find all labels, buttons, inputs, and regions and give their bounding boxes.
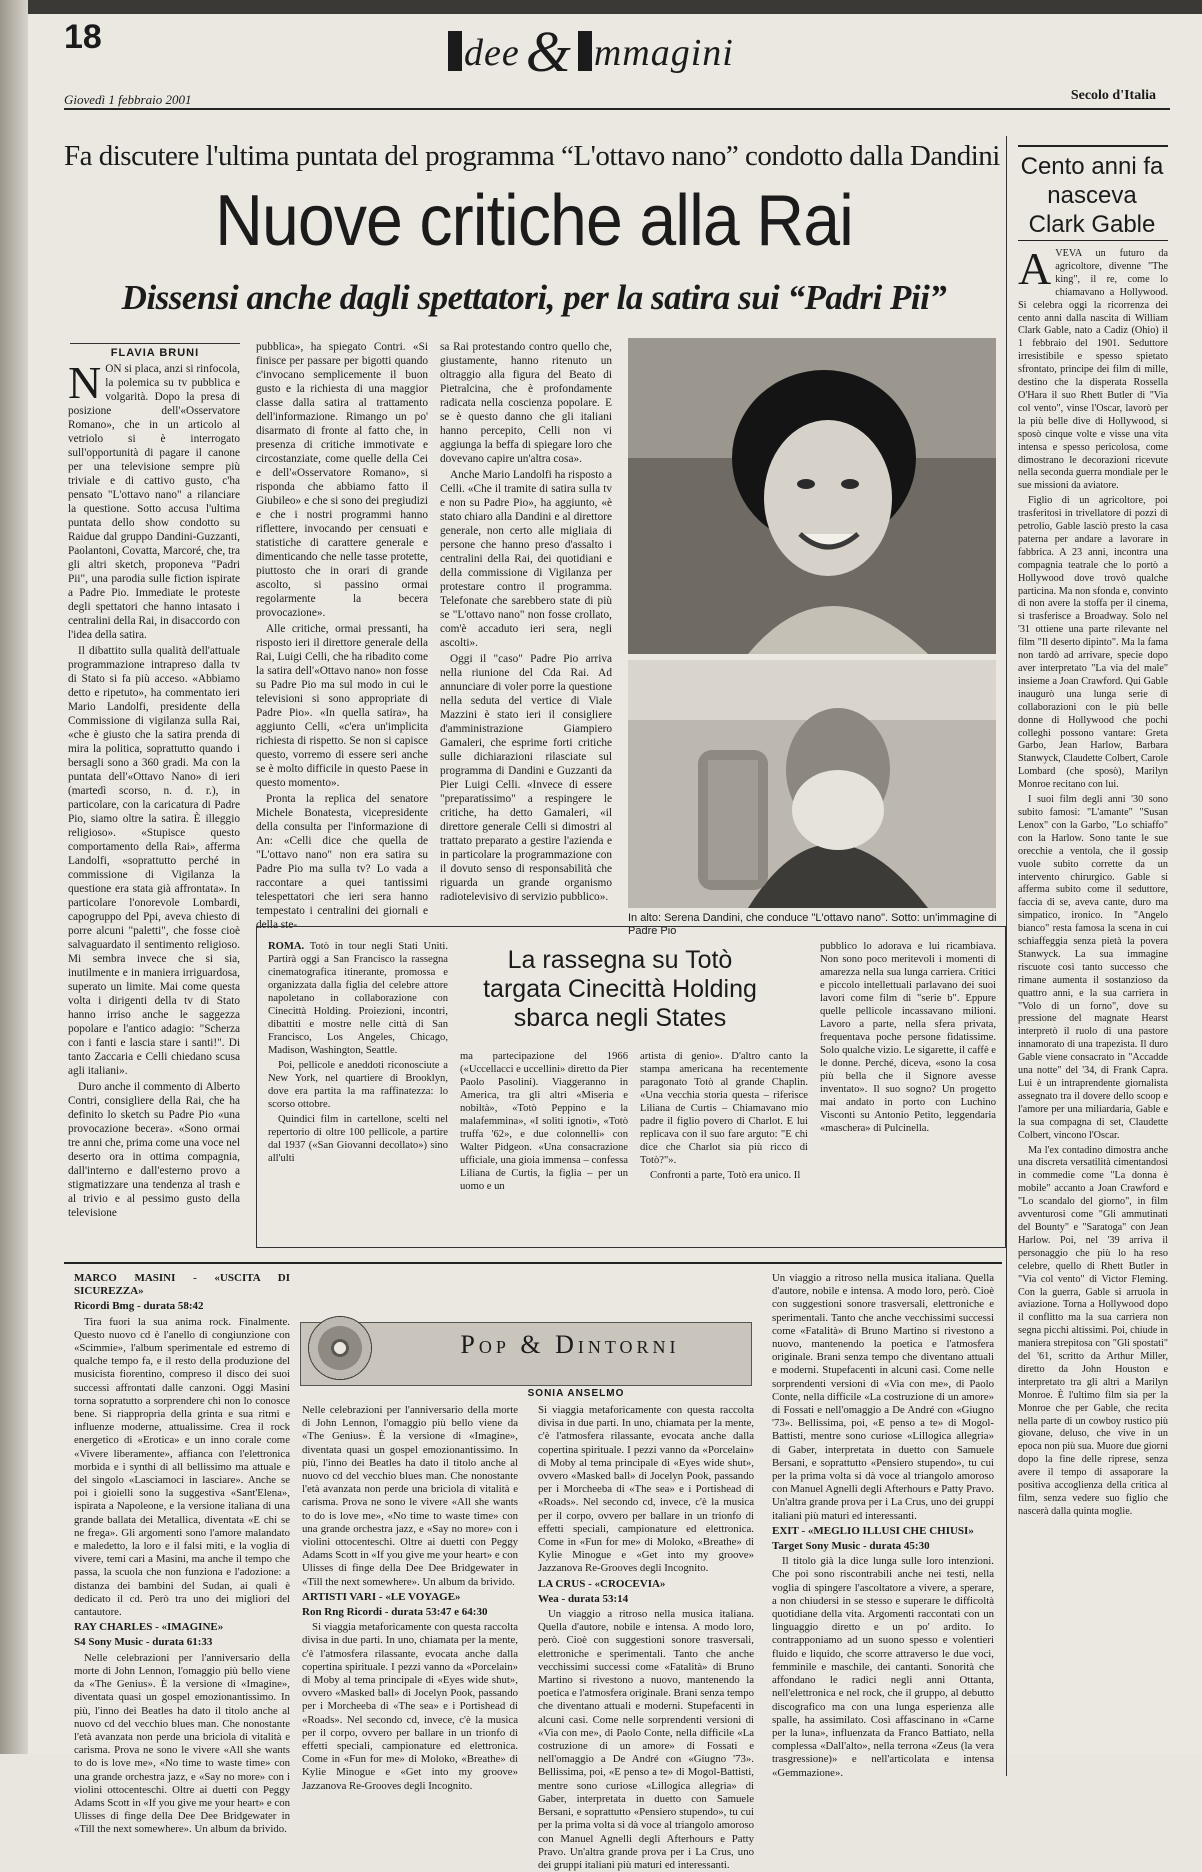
review-text: Il titolo già la dice lunga sulle loro intenzioni. Che poi sono riscontrabili anche nei testi, nella voglia di spingere l'ascoltatore a vivere, a sperare, a non chiudersi in se stesso e superare le difficoltà quotidiane della vita. Argomenti raccontati con un linguaggio diretto e un po' ardito. Io contrapponiamo ad un suono spesso e volentieri fluido e liquido, che scorre attraverso le due voci, femminile e maschile, dei cantanti. Sonorità che affondano le radici negli anni Ottanta, nell'elettronica e nel rock, che il gruppo, al debutto discografico ma con una lunga esperienza alle spalle, ha assimilato. Così affascinano in «Carne per la luna», influenzata da Franco Battiato, nella complessa «Dall'alto», nella terrona «Zeus (la vera trasgressione)» e nell'articolata e intensa «Gemmazione». <box>772 1555 994 1779</box>
rubric-left: dee <box>464 32 520 74</box>
review-text: Tira fuori la sua anima rock. Finalmente. Questo nuovo cd è l'anello di congiunzione con «Scimmie», l'album sperimentale ed estremo di qualche tempo fa, e il resto della produzione del musicista fiorentino, compreso il disco dei suoi successi affrontati dalle canzoni. Oggi Masini torna sopratutto a sorprendere chi non lo conosce bene. Si riappropria della grinta e sua ritmi e influenze moderne, attualissime. Crea il rock energetico di «Erotica» e un inno corale come «Vivere liberamente», affianca con l'elettronica morbida e i synthi di all bellissimo ma attuale e del singolo «Lasciamoci in lasciare». Anche se poi i gioielli sono la suggestiva «Sant'Elena», ispirata a Napoleone, e la versione italiana di una grande ballata dei Metallica, diventata «E chi se ne frega». Gli argomenti sono l'amore malandato e maledetto, la loro e il falsi miti, e la voglia di vivere, temi cari a Masini, ma anche il tempo che passa, la scuola che non funziona e l'adozione: a distanza dei bambini del Sudan, ai quali è dedicato il cd. Però tra uno dei migliori del cantautore. <box>74 1315 290 1619</box>
sidebar-top-rule <box>1018 145 1168 147</box>
review-text: Nelle celebrazioni per l'anniversario della morte di John Lennon, l'omaggio più bello viene da «The Genius». È la versione di «Imagine», diventata quasi un gospel emozionantissimo. In più, l'inno dei Beatles ha dato il titolo anche al nuovo cd del vecchio blues man. Che nonostante l'età avanzata non perde una briciola di vitalità e carisma. Prova ne sono le vivere «All she wants to do is love me», «No time to waste time» con una grande orchestra jazz, e «Say no more» con i violini ottocenteschi. Oltre ai duetti con Peggy Adams Scott in «If you give me your heart» e con Ulisses di finge della Dee Dee Bridgewater in «Till the next somewhere». Un album da brivido. <box>74 1651 290 1836</box>
section-rubric <box>448 18 734 85</box>
article-column-1 <box>68 357 240 1228</box>
article-paragraph: ON si placa, anzi si rinfocola, la polemica su tv pubblica e volgarità. Dopo la presa di posizione dell'«Osservatore Romano», che in un articolo al vetriolo si è interrogato sull'opportunità di pagare il canone per una televisione sempre più triviale e di cattivo gusto, c'ha pensato "L'ottavo nano" a rilanciare la questione. Sotto accusa l'ultima puntata dello show condotto su Raidue dal gruppo Dandini-Guzzanti, Paolantoni, Covatta, Marcoré, che, tra gli altri sketch, proponeva "Padri Pii", una parodia sulle fiction ispirate a Padre Pio. Immediate le proteste degli spettatori che hanno intasato i centralini della Rai, in disaccordo con l'idea della satira. <box>68 363 240 641</box>
photo-serena-dandini <box>628 338 996 654</box>
photo-caption: In alto: Serena Dandini, che conduce "L'ottavo nano". Sotto: un'immagine di Padre Pio <box>628 912 997 937</box>
pop-title: Pop & Dintorni <box>460 1330 680 1359</box>
rubric-bar-2 <box>578 31 592 71</box>
review-column-3 <box>538 1404 754 1871</box>
toto-column-3 <box>640 1050 808 1240</box>
article-subhead: Dissensi anche dagli spettatori, per la satira sui “Padri Pii” <box>121 278 947 317</box>
top-strip <box>28 0 1202 14</box>
article-paragraph: Anche Mario Landolfi ha risposto a Celli. «Che il tramite di satira sulla tv e non su Padre Pio», ha aggiunto, «è stato chiaro alla Dandini e al direttore generale, non certo alle migliaia di persone che hanno preso d'assalto i centralini della Rai, dei quotidiani e della commissione di Vigilanza per protestare contro il programma. Telefonate che sarebbero state di più se "L'ottavo nano" non fosse crollato, com'è accaduto ieri sera, negli ascolti». <box>440 469 612 649</box>
review-text: Un viaggio a ritroso nella musica italiana. Quella d'autore, nobile e intensa. A modo loro, però. Cioè con suggestioni sonore trasversali, elettroniche e sperimentali. Tanto che anche vecchissimi successi come «Fatalità» di Bruno Martino si rivestono a nuovo, mantenendo la poetica e l'atmosfera originale. Brani senza tempo che diventano attuali e moderni. Stupefacenti in alcuni casi. Come nelle sorprendenti versioni di «Via con me», di Paolo Conte, nella difficile «La costruzione di un amore» di Fossati e nell'omaggio a De André con «Giugno '73». Bellissima, poi, «E penso a te» di Mogol-Battisti, mentre sono curiose «Lillogica allegria» di Gaber, interpretata in duetto con Samuele Bersani, e soprattutto «Pensiero stupendo», tu cui per la prima volta si dà voce al triangolo amoroso con Manuel Agnelli degli Afterhours e Patty Pravo. Un'altra grande prova per i La Crus, uno dei gruppi italiani più maturi ed interessanti. <box>538 1608 754 1871</box>
newspaper-name: Secolo d'Italia <box>1070 88 1156 103</box>
toto-paragraph: Poi, pellicole e aneddoti riconosciute a New York, nel quartiere di Brooklyn, dove era partita la ma raffinatezza: lo scorso ottobre. <box>268 1060 448 1110</box>
article-paragraph: Oggi il "caso" Padre Pio arriva nella riunione del Cda Rai. Ad annunciare di voler porre la questione nella seduta del vertice di Viale Mazzini è stato ieri il consigliere d'amministrazione Giampiero Gamaleri, che esprime forti critiche sulle dichiarazioni rilasciate sul programma di Dandini e Guzzanti da Pier Luigi Celli. «Invece di essere "preparatissimo" a respingere le critiche, ha detto Gamaleri, «il direttore generale Celli si dimostri al trattato preparato a gestire l'azienda e in particolare la programmazione con il dovuto senso di responsabilità che riguarda un grande organismo radiotelevisivo di servizio pubblico». <box>440 653 612 903</box>
review-text: Un viaggio a ritroso nella musica italiana. Quella d'autore, nobile e intensa. A modo loro, però. Cioè con suggestioni sonore trasversali, elettroniche e sperimentali. Tanto che anche vecchissimi successi come «Fatalità» di Bruno Martino si rivestono a nuovo, mantenendo la poetica e l'atmosfera originale. Brani senza tempo che diventano attuali e moderni. Stupefacenti in alcuni casi. Come nelle sorprendenti versioni di «Via con me», di Paolo Conte, nella difficile «La costruzione di un amore» di Fossati e nell'omaggio a De André con «Giugno '73». Bellissima, poi, «E penso a te» di Mogol-Battisti, mentre sono curiose «Lillogica allegria» di Gaber, interpretata in duetto con Samuele Bersani, e soprattutto «Pensiero stupendo», tu cui per la prima volta si dà voce al triangolo amoroso con Manuel Agnelli degli Afterhours e Patty Pravo. Un'altra grande prova per i La Crus, uno dei gruppi italiani più maturi ed interessanti. <box>772 1272 994 1522</box>
article-paragraph: Alle critiche, ormai pressanti, ha risposto ieri il direttore generale della Rai, Luigi Celli, che ha ribadito come la satira dell'«Ottavo nano» non fosse su Padre Pio ma sul modo in cui le televisioni si sono appropriate di Padre Pio». «In quella satira», ha aggiunto Celli, «c'era un'implicita richiesta di rispetto. Se non si capisce questo, vorremo di essere seri anche se è molto difficile in questo Paese in questo momento». <box>256 623 428 789</box>
padre-pio-illustration <box>628 660 996 908</box>
review-column-2 <box>302 1404 518 1792</box>
rubric-ampersand: & <box>525 19 572 84</box>
header-rule <box>64 108 1170 110</box>
issue-date: Giovedì 1 febbraio 2001 <box>64 92 192 107</box>
article-paragraph: sa Rai protestando contro quello che, giustamente, hanno ritenuto un oltraggio alla figura del Beato di Pietralcina, che è profondamente radicata nella coscienza popolare. E se è questo danno che gli italiani hanno percepito, Celli non vi aggiunga la beffa di spiegare loro che dovevano capire un'altra cosa». <box>440 341 612 465</box>
review-label: S4 Sony Music - durata 61:33 <box>74 1636 213 1649</box>
sidebar-dropcap: A <box>1018 243 1052 294</box>
toto-column-1 <box>268 940 448 1240</box>
review-title: RAY CHARLES - «IMAGINE» <box>74 1621 224 1634</box>
review-title: EXIT - «MEGLIO ILLUSI CHE CHIUSI» <box>772 1524 974 1537</box>
toto-headline: La rassegna su Totò targata Cinecittà Holding sbarca negli States <box>483 946 757 1032</box>
toto-dateline: ROMA. <box>268 941 305 952</box>
review-label: Wea - durata 53:14 <box>538 1592 629 1605</box>
sidebar-head-rule <box>1018 240 1168 241</box>
photo-padre-pio <box>628 660 996 908</box>
review-label: Ron Rng Ricordi - durata 53:47 e 64:30 <box>302 1606 488 1619</box>
toto-paragraph: Confronti a parte, Totò era unico. Il <box>650 1170 801 1181</box>
toto-column-4 <box>820 940 996 1240</box>
review-title: LA CRUS - «CROCEVIA» <box>538 1577 666 1590</box>
sidebar-paragraph: Figlio di un agricoltore, poi trasferitosi in trivellatore di pozzi di petrolio, Gable lasciò presto la casa paterna per andare a lavorare in fabbrica. A 23 anni, incontra una compagnia teatrale che lo portò a Hollywood dove trovò qualche particina. Ma non sfonda e, convinto di non avere la stoffa per il cinema, si trasferisce a Broadway. Solo nel '31 ottiene una parte rilevante nel film "Il deserto dipinto". Ma la fama non tardò ad arrivare, specie dopo aver interpretato "La via del male" insieme a Joan Crawford. Qui Gable inaugurò una lunga serie di collaborazioni con le più belle donne di Hollywood che pochi colleghi possono vantare: Greta Garbo, Jean Harlow, Barbara Stanwyck, Claudette Colbert, Carole Lombard (che sposò), Marilyn Monroe recitano con lui. <box>1018 495 1168 791</box>
article-column-2 <box>256 340 428 931</box>
cd-disc-icon <box>308 1316 372 1380</box>
article-column-3 <box>440 340 612 920</box>
review-text: Nelle celebrazioni per l'anniversario della morte di John Lennon, l'omaggio più bello viene da «The Genius». È la versione di «Imagine», diventata quasi un gospel emozionantissimo. In più, l'inno dei Beatles ha dato il titolo anche al nuovo cd del vecchio blues man. Che nonostante l'età avanzata non perde una briciola di vitalità e carisma. Prova ne sono le vivere «All she wants to do is love me», «No time to waste time» con una grande orchestra jazz, e «Say no more» con i violini ottocenteschi. Oltre ai duetti con Peggy Adams Scott in «If you give me your heart» e con Ulisses di finge della Dee Dee Bridgewater in «Till the next somewhere». Un album da brivido. <box>302 1404 518 1588</box>
toto-paragraph: pubblico lo adorava e lui ricambiava. Non sono poco meritevoli i momenti di amarezza nella sua lunga carriera. Critici e piccolo intellettuali parlavano dei suoi lavori come film di "serie b". Eppure quelle pellicole incassavano milioni. Lavoro a parte, nella sfera privata, frequentava poche persone fidatissime. Solo qualche vizio. Le sigarette, il caffè e le donne. Perché, diceva, «sono la cosa più bella che il Signore avesse inventato». Il suo sogno? Un progetto mai andato in porto con Luchino Visconti su Antonio Petito, leggendaria «maschera» di Pulcinella. <box>820 941 997 1134</box>
article-paragraph: Duro anche il commento di Alberto Contri, consigliere della Rai, che ha definito lo sketch su Padre Pio «una provocazione becera». «Sono ormai tre anni che, prima come una voce nel deserto ora in ottima compagnia, dall'interno e dall'esterno provo a stigmatizzare una tendenza al trash e al trivio e al pessimo gusto della televisione <box>68 1081 240 1219</box>
portrait-illustration <box>628 338 996 654</box>
toto-paragraph <box>268 940 448 1057</box>
article-paragraph: Il dibattito sulla qualità dell'attuale programmazione intrapreso dalla tv di Stato si fa più acceso. «Abbiamo detto e ripetuto», ha commentato ieri Mario Landolfi, presidente della Commissione di vigilanza sulla Rai, «che è giusto che la satira prenda di mira la politica, soprattutto quando i bersagli sono a 360 gradi. Ma con la puntata dell'«Ottavo Nano» di ieri (martedì scorso, n. d. r.), in particolare, con la caricatura di Padre Pio, siamo oltre la satira. È illeggio religioso». «Stupisce questo comportamento della Rai», afferma Landolfi, «soprattutto perché in commissione di Vigilanza la questione era stata già affrontata». In particolare l'onorevole Lombardi, capogruppo del Ppi, aveva chiesto di porre alcuni "paletti", che fosse cioè salvaguardato il sentimento religioso. Mi sembra invece che si sia, inutilmente e in maniera irriguardosa, superato un limite. Mai come questa volta i dirigenti della tv di Stato hanno irriso anche le saggezza popolare e l'antico adagio: "Scherza con i fanti e lascia stare i santi!". Di tanto Zaccaria e Celli chiedano scusa agli italiani». <box>68 645 240 1077</box>
rubric-bar-1 <box>448 31 462 71</box>
sidebar-body <box>1018 243 1168 1738</box>
article-paragraph: pubblica», ha spiegato Contri. «Si finisce per passare per bigotti quando c'invocano semplicemente il buon gusto e la richiesta di una maggior classe dalla satira al trattamento dell'informazione. Rimango un po' disarmato di fronte al fatto che, in presenza di critiche immotivate e circostanziate, come quelle della Cei e dell'«Osservatore Romano», si risponda che abbiamo fatto il Giubileo» e che si sono dei pregiudizi e che i nostri programmi hanno riflettere, invocando per censuati e statistiche di carattere generale e dimenticando che nelle tasse protette, piuttosto che in orari di grande ascolto, si passino ormai regolarmente la becera provocazione». <box>256 341 428 619</box>
review-label: Target Sony Music - durata 45:30 <box>772 1540 930 1553</box>
review-column-4 <box>772 1272 994 1779</box>
toto-column-2 <box>460 1050 628 1240</box>
toto-paragraph: ma partecipazione del 1966 («Uccellacci e uccellini» diretto da Pier Paolo Pasolini). Viaggeranno in America, tra gli altri «Miseria e nobiltà», «Totò Peppino e la malafemmina», «I soliti ignoti», «Totò truffa '62», e due colonnelli» con Walter Pidgeon. «Una consacrazione ufficiale, una gioia immensa – confessa Liliana de Curtis, la figlia – per un uomo e un <box>460 1051 628 1192</box>
pop-section-rule <box>64 1262 1002 1264</box>
article-dropcap: N <box>68 357 102 408</box>
article-paragraph: Pronta la replica del senatore Michele Bonatesta, vicepresidente della consulta per l'informazione di An: «Celli dice che quella de "L'ottavo nano" non era satira su Padre Pio ma sulla tv? Lo vada a raccontare a quei tantissimi telespettatori che ieri sera hanno tempestato i centralini dei giornali e della ste- <box>256 793 428 931</box>
sidebar-headline: Cento anni fa nasceva Clark Gable <box>1020 153 1164 238</box>
review-text: Si viaggia metaforicamente con questa raccolta divisa in due parti. In uno, chiamata per la mente, c'è l'atmosfera rilassante, evocata anche dalla copertina spirituale. I pezzi vanno da «Porcelain» di Moby al tema principale di «Eyes wide shut», ovvero «Masked ball» di Jocelyn Pook, passando per i Morcheeba di «The sea» e i Portishead di «Roads». Nel secondo cd, invece, c'è la musica per il corpo, ovvero per ballare in un trionfo di effetti speciali, campionature ed elettronica. Come in «Fun for me» di Moloko, «Breathe» di Kylie Minogue e «Get into my groove» Jazzanova Re-Grooves degli Incognito. <box>302 1621 518 1792</box>
article-kicker: Fa discutere l'ultima puntata del programma “L'ottavo nano” condotto dalla Dandini <box>64 140 1000 172</box>
review-label: Ricordi Bmg - durata 58:42 <box>74 1300 204 1313</box>
toto-paragraph: artista di genio». D'altro canto la stampa americana ha recentemente paragonato Totò al grande Chaplin. «Una vecchia storia questa – riferisce Liliana de Curtis – Chiamavano mio padre il figlio povero di Charlot. E lui replicava con il suo fare arguto: "E chi dice che Charlot sia più ricco di Totò?"». <box>640 1051 808 1166</box>
article-headline: Nuove critiche alla Rai <box>215 181 853 261</box>
article-byline: FLAVIA BRUNI <box>70 343 240 359</box>
pop-byline: SONIA ANSELMO <box>527 1388 625 1399</box>
review-text: Si viaggia metaforicamente con questa raccolta divisa in due parti. In uno, chiamata per la mente, c'è l'atmosfera rilassante, evocata anche dalla copertina spirituale. I pezzi vanno da «Porcelain» di Moby al tema principale di «Eyes wide shut», ovvero «Masked ball» di Jocelyn Pook, passando per i Morcheeba di «The sea» e i Portishead di «Roads». Nel secondo cd, invece, c'è la musica per il corpo, ovvero per ballare in un trionfo di effetti speciali, campionature ed elettronica. Come in «Fun for me» di Moloko, «Breathe» di Kylie Minogue e «Get into my groove» Jazzanova Re-Grooves degli Incognito. <box>538 1404 754 1575</box>
toto-paragraph: Quindici film in cartellone, scelti nel repertorio di oltre 100 pellicole, a partire dal 1937 («San Giovanni decollato») sino all'ulti <box>268 1114 448 1164</box>
sidebar-paragraph: VEVA un futuro da agricoltore, divenne "The king", il re, come lo chiamavano a Hollywood. Si celebra oggi la ricorrenza dei cento anni dalla nascita di William Clark Gable, nato a Cadiz (Ohio) il 1 febbraio del 1901. Seduttore irresistibile e spesso spietato sfrontato, principe dei film di mille, destino che la disperata Rossella O'Hara il suo Rhett Butler di "Via col vento", vinse l'Oscar, lavorò per la più belle dive di Hollywood, si sposò cinque volte e visse una vita intensa e spesso pericolosa, come dimostrano le decorazioni ricevute nella seconda guerra mondiale per le sue missioni da aviatore. <box>1018 248 1168 492</box>
review-title: ARTISTI VARI - «LE VOYAGE» <box>302 1590 461 1603</box>
rubric-right: mmagini <box>593 32 734 74</box>
review-title: MARCO MASINI - «USCITA DI SICUREZZA» <box>74 1272 290 1298</box>
page-number: 18 <box>64 18 102 56</box>
toto-text: Totò in tour negli Stati Uniti. Partirà oggi a San Francisco la rassegna cinematografica itinerante, promossa e organizzata dalla figlia del celebre attore napoletano in collaborazione con Cinecittà Holding. Proiezioni, incontri, dibattiti e mostre nelle città di San Francisco, Los Angeles, Chicago, Madison, Washington, Seattle. <box>268 941 448 1056</box>
sidebar-paragraph: I suoi film degli anni '30 sono subito famosi: "L'amante" "Susan Lenox" con la Garbo, "Lo schiaffo" con la Harlow. Sono tante le sue orecchie a ventola, che il gossip vuole subito corrette da un intervento chirurgico. Gable si afferma subito come il seduttore, faccia di se, aveva cante, duro ma simpatico, ironico. In "Angelo bianco" resta famosa la scena in cui schiaffeggia senza pietà la povera Stanwyck. La sua immagine riscuote così tanto successo che rimane aumenta il sostanzioso da quattro anni, e la sua carriera in "Volo di un forno", dove su pressione del magnate Hearst interpretò il ruolo di una pastore innamorato di una trapezista. Il duro Gable viene consacrato in "Accadde una notte" del '34, di Frank Capra. Lui è un intraprendente giornalista assegnato tra il dovere dello scoop e l'amore per una miliardaria, Gable e la sua compagna di set, Claudette Colbert, vincono l'Oscar. <box>1018 794 1168 1141</box>
sidebar-paragraph: Ma l'ex contadino dimostra anche una discreta versatilità cimentandosi in commedie come "La donna è mobile" accanto a Joan Crawford e "Lo scandalo del giorno", in film avventurosi come "Gli ammutinati del Bounty" e "Saratoga" con Jean Harlow. Poi, nel '39 arriva il personaggio che più lo ha reso celebre, quello di Rhett Butler in "Via col vento" di Victor Fleming. Con la guerra, Gable si arruola in aviazione. Torna a Hollywood dopo il conflitto ma la sua carriera non segna picchi altissimi. Poi, chiude in maniera strepitosa con "Gli spostati" del '61, scritto da Arthur Miller, diretto da John Houston e interpretato tra gli altri a Marilyn Monroe. È l'ultimo film sia per la Monroe che per Gable, che recita nella parte di un cowboy rustico più giovane, deluso, che vive in un epoca non più sua. Muore due giorni dopo la fine delle riprese, senza avere il tempo di assaporare la positiva accoglienza della critica al film, senza vedere suo figlio che nascerà dalla quinta moglie. <box>1018 1144 1168 1517</box>
review-column-1 <box>74 1272 290 1836</box>
page-binding <box>0 0 28 1754</box>
